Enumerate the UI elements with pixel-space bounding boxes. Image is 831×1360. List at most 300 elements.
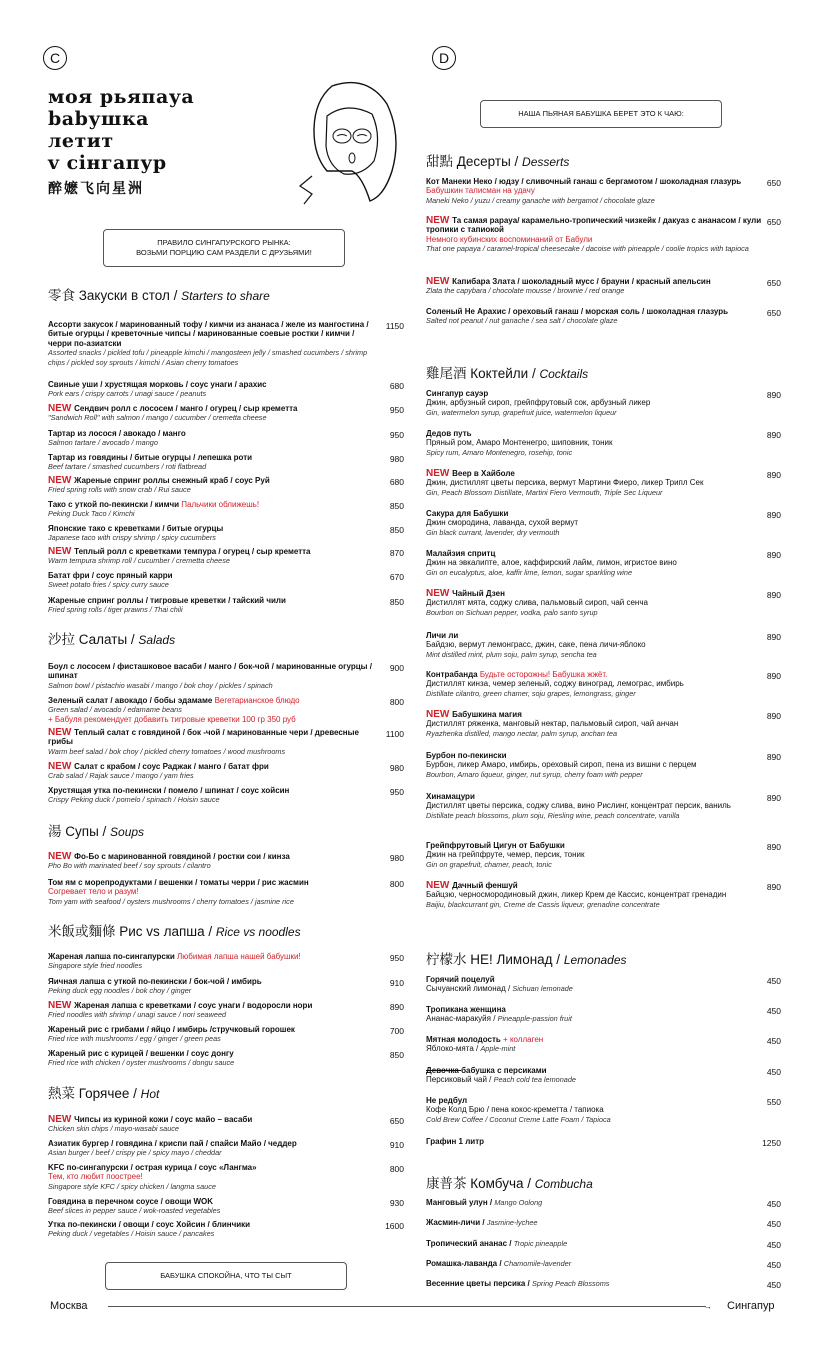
item-name: Фо-Бо с маринованной говядиной / ростки сои / кинза (74, 852, 290, 861)
item-price: 950 (389, 405, 404, 415)
item-name: Бабушкина магия (452, 710, 522, 719)
section-ru: Закуски в стол / (78, 288, 182, 303)
lemonade-item (426, 1066, 726, 1085)
item-title-line (426, 881, 766, 890)
section-en: Soups (110, 825, 145, 839)
item-name: Бурбон по-пекински (426, 751, 507, 760)
new-badge: NEW (426, 215, 453, 226)
item-english: Mint distilled mint, plum soju, palm syrup, sencha tea (426, 649, 597, 659)
item-name: Говядина в перечном соусе / овощи WOK (48, 1197, 214, 1206)
item-english: Chicken skin chips / mayo-wasabi sauce (48, 1124, 179, 1134)
item-price: 890 (766, 632, 781, 642)
new-badge: NEW (48, 761, 75, 772)
item-name: Яичная лапша с уткой по-пекински / бок-чой / имбирь (48, 977, 262, 986)
item-title-line (48, 696, 378, 705)
calm-note: БАБУШКА СПОКОЙНА, ЧТО ТЫ СЫТ (105, 1262, 347, 1290)
item-title-line (426, 1096, 726, 1105)
item-english: Tropic pineapple (513, 1239, 568, 1248)
menu-item (48, 728, 378, 756)
item-english: Spring Peach Blossoms (531, 1279, 610, 1288)
item-description-ru: Сычуанский лимонад / (426, 984, 513, 994)
item-name: Сакура для Бабушки (426, 509, 509, 518)
item-title-line (48, 662, 378, 681)
new-badge: NEW (48, 1114, 75, 1125)
item-name: Салат с крабом / соус Раджак / манго / батат фри (74, 762, 269, 771)
item-english: Bourbon, Amaro liqueur, ginger, nut syrup, cherry foam with pepper (426, 769, 643, 779)
menu-item (48, 977, 378, 996)
item-title-line (48, 524, 378, 533)
lemonade-item (426, 1005, 726, 1024)
item-english: Japanese taco with crispy shrimp / spicy cucumbers (48, 533, 216, 543)
item-title-line (426, 389, 766, 398)
item-title-line (48, 878, 378, 887)
new-badge: NEW (48, 475, 75, 486)
item-description-ru: Персиковый чай / (426, 1075, 494, 1085)
section-title-lemonades (426, 948, 627, 968)
menu-item (48, 571, 378, 590)
item-english: Peach cold tea lemonade (493, 1075, 576, 1085)
item-english: Zlata the capybara / chocolate mousse / brownie / red orange (426, 286, 625, 296)
item-name: Батат фри / соус пряный карри (48, 571, 173, 580)
item-price: 890 (766, 390, 781, 400)
item-name: Грейпфрутовый Цигун от Бабушки (426, 841, 565, 850)
item-english: Gin, Peach Blossom Distillate, Martini Fiero Vermouth, Triple Sec Liqueur (426, 487, 663, 497)
menu-item (48, 1139, 378, 1158)
item-english: Distillate cilantro, green chamer, soju grapes, lemongrass, ginger (426, 688, 636, 698)
item-price: 700 (389, 1026, 404, 1036)
item-name: Чайный Дзен (452, 589, 505, 598)
item-struck-word: Девочка (426, 1066, 462, 1075)
item-title-line (426, 792, 766, 801)
new-badge: NEW (426, 709, 453, 720)
item-title-line (426, 549, 766, 558)
item-price: 650 (766, 178, 781, 188)
item-name: Манговый улун / (426, 1198, 495, 1207)
menu-item (426, 549, 766, 577)
item-english: Salted not peanut / nut ganache / sea salt / chocolate glaze (426, 316, 618, 326)
item-title-line (48, 571, 378, 580)
item-name: Свиные уши / хрустящая морковь / соус унаги / арахис (48, 380, 267, 389)
item-english: Apple-mint (480, 1044, 516, 1054)
item-title-line (426, 177, 766, 196)
item-price: 890 (766, 550, 781, 560)
item-title-line (48, 977, 378, 986)
item-price: 890 (766, 590, 781, 600)
item-price: 890 (766, 671, 781, 681)
item-description (426, 984, 726, 993)
item-remark: Немного кубинских воспоминаний от Бабули (426, 234, 593, 244)
item-price: 650 (766, 217, 781, 227)
item-price: 800 (389, 879, 404, 889)
item-price: 450 (766, 1067, 781, 1077)
lemonade-item (426, 1096, 726, 1124)
lemonade-item (426, 1035, 726, 1054)
item-name: Жасмин-личи / (426, 1218, 487, 1227)
item-price: 890 (766, 510, 781, 520)
item-price: 890 (766, 842, 781, 852)
item-english: Fried spring rolls / tiger prawns / Thai chili (48, 605, 183, 615)
item-title-line (48, 596, 378, 605)
item-description-ru: Яблоко-мята / (426, 1044, 481, 1054)
item-english: Singapore style fried noodles (48, 961, 143, 971)
item-price: 870 (389, 548, 404, 558)
item-name: Дедов путь (426, 429, 472, 438)
menu-item (48, 878, 378, 906)
item-english: Warm tempura shrimp roll / cucumber / cremetta cheese (48, 556, 230, 566)
item-english: Mango Oolong (494, 1198, 543, 1207)
item-price: 450 (766, 1036, 781, 1046)
item-title-line (48, 1163, 378, 1172)
new-badge: NEW (48, 727, 75, 738)
item-title-line (48, 1049, 378, 1058)
item-english: Maneki Neko / yuzu / creamy ganache with bergamot / chocolate glaze (426, 195, 655, 205)
item-english: Salmon bowl / pistachio wasabi / mango / bok choy / pickles / spinach (48, 680, 273, 690)
section-title-cocktails (426, 362, 588, 382)
item-name: Жареная лапша по-сингапурски (48, 952, 175, 961)
item-description: Бурбон, ликер Амаро, имбирь, ореховый сироп, пена из вишни с перцем (426, 760, 697, 770)
item-price: 450 (766, 976, 781, 986)
section-cn: 雞尾酒 (426, 366, 471, 381)
section-ru: НЕ! Лимонад / (470, 952, 564, 967)
new-badge: NEW (426, 276, 453, 287)
section-ru: Рис vs лапша / (119, 924, 216, 939)
menu-item (426, 751, 766, 779)
item-english: That one papaya / caramel-tropical cheesecake / dacoise with pineapple / coolie tropics with tapioca (426, 244, 749, 254)
new-badge: NEW (48, 403, 75, 414)
lemonade-item (426, 1137, 726, 1146)
item-name: Мятная молодость (426, 1035, 501, 1044)
menu-item (426, 469, 766, 497)
item-english: Singapore style KFC / spicy chicken / langma sauce (48, 1181, 216, 1191)
tea-note: НАША ПЬЯНАЯ БАБУШКА БЕРЕТ ЭТО К ЧАЮ: (480, 100, 722, 128)
menu-item (426, 631, 766, 659)
item-name: Утка по-пекински / овощи / соус Хойсин / блинчики (48, 1220, 251, 1229)
market-rule-note: ПРАВИЛО СИНГАПУРСКОГО РЫНКА: ВОЗЬМИ ПОРЦИЮ САМ РАЗДЕЛИ С ДРУЗЬЯМИ! (103, 229, 345, 267)
item-price: 850 (389, 525, 404, 535)
section-cn: 米飯或麵條 (48, 924, 120, 939)
item-description: Дистиллят ряженка, манговый нектар, пальмовый сироп, чай анчан (426, 719, 679, 729)
section-title-salads (48, 628, 175, 648)
item-english: Fried noodles with shrimp / unagi sauce / nori seaweed (48, 1010, 227, 1020)
item-english: Peking duck egg noodles / bok choy / ginger (48, 986, 192, 996)
item-title-line (48, 1220, 378, 1229)
item-title-line (426, 631, 766, 640)
new-badge: NEW (48, 1000, 75, 1011)
item-price: 650 (766, 308, 781, 318)
section-title-desserts (426, 150, 569, 170)
item-name: Теплый салат с говядиной / бок -чой / маринованные чери / древесные грибы (48, 728, 359, 747)
item-name: Контрабанда (426, 670, 478, 679)
menu-item (48, 476, 378, 495)
menu-item (48, 1115, 378, 1134)
section-en: Rice vs noodles (215, 925, 301, 939)
menu-item (48, 852, 378, 871)
item-name: Жареные спринг роллы снежный краб / соус Руй (74, 476, 270, 485)
item-name: Жареный рис с грибами / яйцо / имбирь /стручковый горошек (48, 1025, 295, 1034)
section-cn: 甜點 (426, 154, 457, 169)
item-price: 890 (766, 470, 781, 480)
item-title-line (426, 1137, 726, 1146)
item-title-line (426, 509, 766, 518)
item-description: Джин, арбузный сироп, грейпфрутовый сок, арбузный ликер (426, 398, 651, 408)
kombucha-item (426, 1279, 726, 1288)
kombucha-item (426, 1239, 726, 1248)
item-title-line (426, 1005, 726, 1014)
item-english: Beef tartare / smashed cucumbers / roti flatbread (48, 462, 207, 472)
item-title-line (426, 975, 726, 984)
section-cn: 康普茶 (426, 1176, 471, 1191)
item-description (426, 1075, 726, 1084)
item-price: 450 (766, 1280, 781, 1290)
brand-chinese: 醉嬷飞向星洲 (48, 180, 144, 196)
section-en: Lemonades (563, 953, 627, 967)
section-cn: 零食 (48, 288, 79, 303)
item-english: Tom yam with seafood / oysters mushrooms / cherry tomatoes / jasmine rice (48, 896, 294, 906)
item-name: Хрустящая утка по-пекински / помело / шпинат / соус хойсин (48, 786, 290, 795)
menu-item (48, 786, 378, 805)
item-name: Том ям с морепродуктами / вешенки / томаты черри / рис жасмин (48, 878, 309, 887)
item-name: Дачный феншуй (452, 881, 518, 890)
menu-item (426, 389, 766, 417)
item-price: 910 (389, 978, 404, 988)
item-price: 450 (766, 1219, 781, 1229)
menu-item (48, 762, 378, 781)
item-description: Байдзю, вермут лемонграсс, джин, саке, пена личи-яблоко (426, 640, 646, 650)
item-description (426, 1014, 726, 1023)
menu-item (426, 277, 766, 296)
route-to: Сингапур (727, 1300, 775, 1312)
item-remark: Вегетарианское блюдо (212, 696, 300, 705)
item-description: Байцзю, черносмородиновый джин, ликер Крем де Кассис, концентрат гренадин (426, 890, 727, 900)
item-price: 670 (389, 572, 404, 582)
item-title-line (48, 1139, 378, 1148)
item-price: 450 (766, 1260, 781, 1270)
item-english: Bourbon on Sichuan pepper, vodka, palo santo syrup (426, 607, 598, 617)
item-english: Fried rice with chicken / oyster mushrooms / dongu sauce (48, 1058, 235, 1068)
item-name: Соленый Не Арахис / ореховый ганаш / морская соль / шоколадная глазурь (426, 307, 729, 316)
item-english: Crispy Peking duck / pomelo / spinach / Hoisin sauce (48, 795, 220, 805)
item-english: Assorted snacks / pickled tofu / pineapple kimchi / mangosteen jelly / smashed cucumbers / shrimp chips / pickled soy sprouts / kimchi / Asian cherry tomatoes (48, 348, 368, 367)
item-name: Графин 1 литр (426, 1137, 485, 1146)
item-title-line (426, 670, 766, 679)
item-english: Beef slices in pepper sauce / wok-roasted vegetables (48, 1206, 221, 1216)
item-description: Джин смородина, лаванда, сухой вермут (426, 518, 579, 528)
item-description-ru: Кофе Колд Брю / пена кокос-креметта / тапиока (426, 1105, 604, 1115)
item-english: Fried spring rolls with snow crab / Rui sauce (48, 485, 191, 495)
item-price: 890 (389, 1002, 404, 1012)
item-name: Жареные спринг роллы / тигровые креветки / тайский чили (48, 596, 286, 605)
item-price: 550 (766, 1097, 781, 1107)
item-name: Жареный рис с курицей / вешенки / соус донгу (48, 1049, 234, 1058)
grandma-illustration (292, 76, 404, 206)
menu-item (426, 177, 766, 205)
item-price: 980 (389, 454, 404, 464)
item-description: Дистиллят цветы персика, соджу слива, вино Рислинг, концентрат персик, ваниль (426, 801, 731, 811)
item-english: Peking duck / vegetables / Hoisin sauce / pancakes (48, 1229, 215, 1239)
item-remark: Бабушкин талисман на удачу (426, 186, 535, 196)
item-english: Green salad / avocado / edamame beans (48, 705, 182, 715)
route-line (108, 1306, 706, 1307)
item-english: Gin black currant, lavender, dry vermouth (426, 527, 560, 537)
menu-item (48, 524, 378, 543)
item-title-line (426, 1066, 726, 1075)
item-english: Chamomile-lavender (503, 1259, 572, 1268)
item-description: Джин, дистиллят цветы персика, вермут Мартини Фиеро, ликер Трипл Сек (426, 478, 704, 488)
item-price: 950 (389, 953, 404, 963)
item-english: Fried rice with mushrooms / egg / ginger / green peas (48, 1034, 221, 1044)
item-english: Salmon tartare / avocado / mango (48, 438, 158, 448)
item-name: Тропический ананас / (426, 1239, 514, 1248)
item-price: 850 (389, 597, 404, 607)
item-remark: Пальчики оближешь! (179, 500, 260, 509)
route-from: Москва (50, 1300, 88, 1312)
item-name: бабушка с персиками (461, 1066, 547, 1075)
item-price: 950 (389, 787, 404, 797)
item-english: Peking Duck Taco / Kimchi (48, 509, 135, 519)
item-price: 890 (766, 711, 781, 721)
section-en: Hot (140, 1087, 160, 1101)
item-price: 650 (766, 278, 781, 288)
item-title-line (48, 786, 378, 795)
menu-item (48, 1220, 378, 1239)
menu-item (426, 792, 766, 820)
item-description: Джин на грейпфруте, чемер, персик, тоник (426, 850, 585, 860)
item-price: 850 (389, 1050, 404, 1060)
item-title-line (48, 852, 378, 861)
item-name: Хинамацури (426, 792, 475, 801)
item-english: Jasmine-lychee (486, 1218, 538, 1227)
item-name: Теплый ролл с креветками темпура / огурец / сыр креметта (74, 547, 311, 556)
item-title-line (48, 500, 378, 509)
item-price: 980 (389, 763, 404, 773)
item-price: 800 (389, 1164, 404, 1174)
item-name: KFC по-сингапурски / острая курица / соус «Лангма» (48, 1163, 257, 1172)
item-name: Та самая рараya/ карамельно-тропический чизкейк / дакуаз с ананасом / кули тропики с тапиокой (426, 216, 762, 235)
item-description: Дистиллят кинза, чемер зеленый, соджу виноград, лемограс, имбирь (426, 679, 684, 689)
menu-item (48, 429, 378, 448)
menu-item (48, 404, 378, 423)
menu-item (426, 216, 766, 254)
item-title-line (426, 429, 766, 438)
item-price: 450 (766, 1199, 781, 1209)
item-price: 900 (389, 663, 404, 673)
menu-item (426, 881, 766, 909)
item-english: Sweet potato fries / spicy curry sauce (48, 580, 169, 590)
route-arrow-icon: → (704, 1302, 712, 1311)
item-name: Тако с уткой по-пекински / кимчи (48, 500, 180, 509)
menu-item (426, 509, 766, 537)
item-name: Тартар из говядины / битые огурцы / лепешка роти (48, 453, 253, 462)
item-title-line (426, 307, 766, 316)
section-cn: 熱菜 (48, 1086, 79, 1101)
menu-item (48, 952, 378, 971)
item-price: 980 (389, 853, 404, 863)
item-name: Ромашка-лаванда / (426, 1259, 504, 1268)
new-badge: NEW (426, 588, 453, 599)
menu-item (426, 670, 766, 698)
section-ru: Супы / (65, 824, 111, 839)
section-ru: Коктейли / (470, 366, 540, 381)
item-english: Ryazhenka distilled, mango nectar, palm syrup, anchan tea (426, 728, 618, 738)
item-title-line (48, 547, 378, 556)
item-price: 1250 (762, 1138, 781, 1148)
item-name: Капибара Злата / шоколадный мусс / брауни / красный апельсин (452, 277, 711, 286)
new-badge: NEW (48, 851, 75, 862)
menu-item (48, 1197, 378, 1216)
section-ru: Десерты / (456, 154, 523, 169)
section-cn: 柠檬水 (426, 952, 471, 967)
section-title-rice (48, 920, 301, 940)
item-name: Жареная лапша с креветками / соус унаги / водоросли нори (74, 1001, 313, 1010)
item-title-line (426, 751, 766, 760)
menu-item (426, 841, 766, 869)
item-english: Spicy rum, Amaro Montenegro, rosehip, tonic (426, 447, 573, 457)
item-title-line (48, 380, 378, 389)
item-price: 890 (766, 882, 781, 892)
item-name: Сендвич ролл с лососем / манго / огурец / сыр креметта (74, 404, 298, 413)
menu-item (48, 1001, 378, 1020)
item-name: Японские тако с креветками / битые огурцы (48, 524, 224, 533)
item-extra: + Бабуля рекомендует добавить тигровые креветки 100 гр 350 руб (48, 714, 296, 724)
item-price: 1100 (385, 729, 404, 739)
item-price: 1150 (385, 321, 404, 331)
item-description-ru: Ананас-маракуйя / (426, 1014, 498, 1024)
new-badge: NEW (426, 468, 453, 479)
item-price: 450 (766, 1240, 781, 1250)
menu-item (48, 1025, 378, 1044)
brand-title: моя рьяпауа babушка летит v сiнгапур (48, 86, 195, 174)
item-remark: Согревает тело и разум! (48, 887, 139, 897)
item-english: "Sandwich Roll" with salmon / mango / cucumber / cremetta cheese (48, 413, 267, 423)
item-english: Baijiu, blackcurrant gin, Creme de Cassis liqueur, grenadine concentrate (426, 899, 660, 909)
item-name: Тартар из лосося / авокадо / манго (48, 429, 186, 438)
item-english: Asian burger / beef / crispy pie / spicy mayo / cheddar (48, 1148, 222, 1158)
item-name: Малайзия спритц (426, 549, 496, 558)
item-price: 1600 (385, 1221, 404, 1231)
item-title-line (48, 429, 378, 438)
item-title-line (426, 710, 766, 719)
section-title-soups (48, 820, 144, 840)
item-english: Pineapple-passion fruit (497, 1014, 572, 1024)
item-title-line (48, 1115, 378, 1124)
lemonade-item (426, 975, 726, 994)
item-price: 680 (389, 477, 404, 487)
item-name: Кот Манеки Неко / юдзу / сливочный ганаш с бергамотом / шоколадная глазурь (426, 177, 742, 186)
item-title-line (48, 320, 378, 348)
item-title-line (48, 728, 378, 747)
menu-item (48, 1049, 378, 1068)
section-en: Starters to share (181, 289, 270, 303)
item-description: Джин на эвкалипте, алое, каффирский лайм, лимон, игристое вино (426, 558, 677, 568)
item-english: Pork ears / crispy carrots / unagi sauce / peanuts (48, 389, 207, 399)
item-description (426, 1105, 726, 1114)
section-badge-d: D (432, 46, 456, 70)
item-name: Не редбул (426, 1096, 468, 1105)
menu-item (426, 589, 766, 617)
menu-item (426, 429, 766, 457)
item-price: 850 (389, 501, 404, 511)
item-title-line (426, 1035, 726, 1044)
section-title-hot (48, 1082, 159, 1102)
section-en: Salads (138, 633, 176, 647)
item-title-line (48, 1197, 378, 1206)
item-english: Pho Bo with marinated beef / soy sprouts / cilantro (48, 861, 211, 871)
menu-item (48, 696, 378, 724)
item-price: 890 (766, 793, 781, 803)
item-english: Distillate peach blossoms, plum soju, Riesling wine, peach concentrate, vanilla (426, 810, 680, 820)
item-title-line (48, 762, 378, 771)
item-price: 890 (766, 430, 781, 440)
